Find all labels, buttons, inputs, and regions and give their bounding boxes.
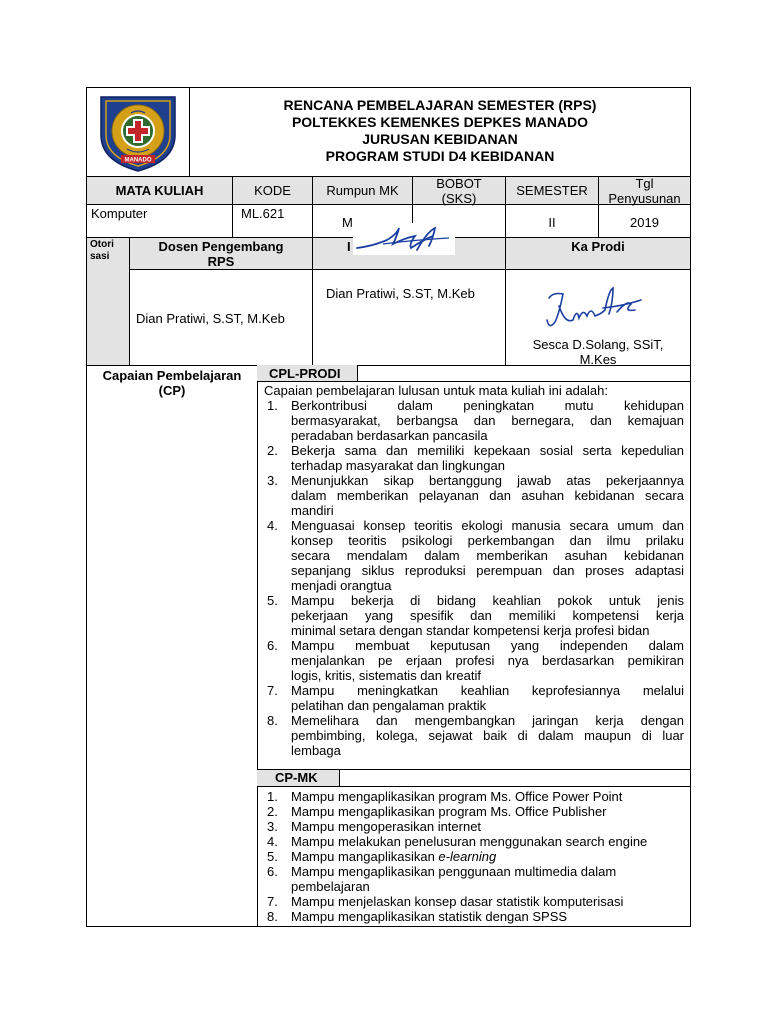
poltekkes-logo [93,91,183,173]
cpmk-item-line: Mampu mengaplikasikan penggunaan multimedia dalam [291,864,617,879]
cpl-item-line: Mampu bekerja di bidang keahlian pokok untuk jenis [291,593,684,608]
cpl-item [264,473,684,518]
cpl-list [264,398,684,758]
cpmk-item-number: 3. [267,819,278,834]
header-cluster-label: Rumpun MK [326,183,399,198]
value-cluster: M [342,215,353,230]
cpmk-item-number: 8. [267,909,278,924]
title-line-3: JURUSAN KEBIDANAN [362,131,518,147]
cpl-item-line: pelatihan dan pengalaman praktik [291,698,487,713]
cpmk-item [264,804,684,819]
value-semester: II [548,215,556,230]
cpmk-item [264,909,684,924]
cpl-item-line: lembaga [291,743,341,758]
auth-coordinator-name: Dian Pratiwi, S.ST, M.Keb [326,286,475,301]
cpl-item-line: konsep teoritis psikologi perkembangan dan ilmu prilaku [291,533,684,548]
cpmk-item-number: 4. [267,834,278,849]
cpmk-item-number: 5. [267,849,278,864]
cpmk-item-line: Mampu mengaplikasikan program Ms. Office Power Point [291,789,623,804]
cpl-item-line: dalam memberikan pelayanan dan asuhan kebidanan secara [291,488,684,503]
cpl-item-line: secara mendalam dalam memberikan asuhan kebidanan [291,548,684,563]
cpl-item-number: 8. [267,713,278,728]
title-line-4: PROGRAM STUDI D4 KEBIDANAN [325,148,555,164]
auth-coordinator-header: I [347,239,351,254]
head-signature [543,284,647,334]
auth-coordinator-cell [312,269,506,366]
coordinator-signature [353,222,457,256]
cpmk-item [264,789,684,804]
cpl-prodi-label: CPL-PRODI [269,366,341,381]
title-line-2: POLTEKKES KEMENKES DEPKES MANADO [291,114,589,130]
header-weight-label-1: BOBOT [436,176,482,191]
cpmk-item [264,834,684,849]
auth-developer-name: Dian Pratiwi, S.ST, M.Keb [136,311,285,326]
cpl-item-number: 4. [267,518,278,533]
value-code: ML.621 [241,206,285,221]
value-course: Komputer [91,206,148,221]
auth-developer-header-2: RPS [207,254,235,269]
cpl-item [264,683,684,713]
cpmk-item-line: Mampu mengaplikasikan statistik dengan SPSS [291,909,568,924]
cpmk-item-number: 7. [267,894,278,909]
cpl-item [264,398,684,443]
cpmk-list [264,789,684,924]
cpl-item-line: Bekerja sama dan memiliki kepekaan sosial serta kepedulian [291,443,684,458]
cp-label-1: Capaian Pembelajaran [102,368,242,383]
logo-bottom-text: MANADO [124,157,152,164]
cpl-item-line: terhadap masyarakat dan lingkungan [291,458,505,473]
cpl-item-line: pembimbing, kolega, sejawat baik di dalam maupun di luar [291,728,684,743]
cpmk-item-text: Mampu mangaplikasikan [291,849,439,864]
auth-head-name-2: M.Kes [579,352,617,367]
cpmk-item-number: 6. [267,864,278,879]
cpl-item-number: 6. [267,638,278,653]
cpl-item [264,638,684,683]
cpl-item-line: Mampu membuat keputusan yang independen dalam [291,638,684,653]
cpmk-item [264,819,684,834]
cpmk-item-line: Mampu mengoperasikan internet [291,819,482,834]
cpl-item-number: 1. [267,398,278,413]
value-date: 2019 [630,215,659,230]
cp-label-2: (CP) [158,383,186,398]
cpl-item-line: minimal setara dengan standar kompetensi kerja profesi bidan [291,623,650,638]
cpl-divider [257,381,691,382]
cpmk-label: CP-MK [275,770,318,785]
cpl-item-line: peradaban berdasarkan pancasila [291,428,488,443]
cpl-item-number: 5. [267,593,278,608]
cpmk-item-emphasis: e-learning [438,849,497,864]
cpmk-item-number: 1. [267,789,278,804]
header-weight-label-2: (SKS) [441,191,477,206]
cpmk-item [264,849,684,864]
cpl-item-number: 7. [267,683,278,698]
title-line-1: RENCANA PEMBELAJARAN SEMESTER (RPS) [283,97,597,113]
cpl-item-line: Memelihara dan mengembangkan jaringan kerja dengan [291,713,684,728]
header-date-label-1: Tgl [635,176,654,191]
cpl-item-line: sepanjang siklus reproduksi perempuan dan proses adaptasi [291,563,684,578]
cpmk-divider-bottom [257,786,691,787]
header-date-label-2: Penyusunan [608,191,681,206]
cpl-intro: Capaian pembelajaran lulusan untuk mata kuliah ini adalah: [264,383,609,398]
cpmk-item [264,864,684,894]
cpmk-item-line [291,849,684,864]
cpl-item-line: Mampu meningkatkan keahlian keprofesiannya melalui [291,683,684,698]
cpl-item-line: menjadi orangtua [291,578,392,593]
cpl-item-line: mandiri [291,503,334,518]
auth-head-header: Ka Prodi [571,239,625,254]
cpmk-item-line: Mampu menjelaskan konsep dasar statistik komputerisasi [291,894,624,909]
cp-label-cell [86,365,258,927]
cpl-item-line: logis, kritis, sistematis dan kreatif [291,668,482,683]
cpmk-item-number: 2. [267,804,278,819]
cpl-item-line: Berkontribusi dalam peningkatan mutu kehidupan [291,398,684,413]
cpmk-item-line: Mampu melakukan penelusuran menggunakan search engine [291,834,648,849]
cpl-item [264,713,684,758]
auth-head-name-1: Sesca D.Solang, SSiT, [532,337,664,352]
cpl-item-line: Menguasai konsep teoritis ekologi manusia secara umum dan [291,518,684,533]
header-course-label: MATA KULIAH [115,183,204,198]
header-code-label: KODE [254,183,291,198]
auth-label-2: sasi [90,251,110,262]
cpl-item-number: 3. [267,473,278,488]
cpmk-item [264,894,684,909]
cpl-item-line: menjalankan pe erjaan profesi nya berdasarkan pemikiran [291,653,684,668]
auth-label-1: Otori [90,239,114,250]
cpmk-item-line: pembelajaran [291,879,370,894]
cpmk-item-line: Mampu mengaplikasikan program Ms. Office Publisher [291,804,607,819]
cpl-item-line: bermasyarakat, berbangsa dan bernegara, dan kemajuan [291,413,684,428]
cpl-item [264,518,684,593]
cpl-item [264,443,684,473]
header-semester-label: SEMESTER [516,183,588,198]
cpl-item-number: 2. [267,443,278,458]
auth-developer-header-1: Dosen Pengembang [158,239,284,254]
cpl-item-line: pekerjaan yang spesifik dan memiliki kompetensi kerja [291,608,684,623]
cpl-item [264,593,684,638]
cpl-item-line: Menunjukkan sikap bertanggung jawab atas pekerjaannya [291,473,684,488]
